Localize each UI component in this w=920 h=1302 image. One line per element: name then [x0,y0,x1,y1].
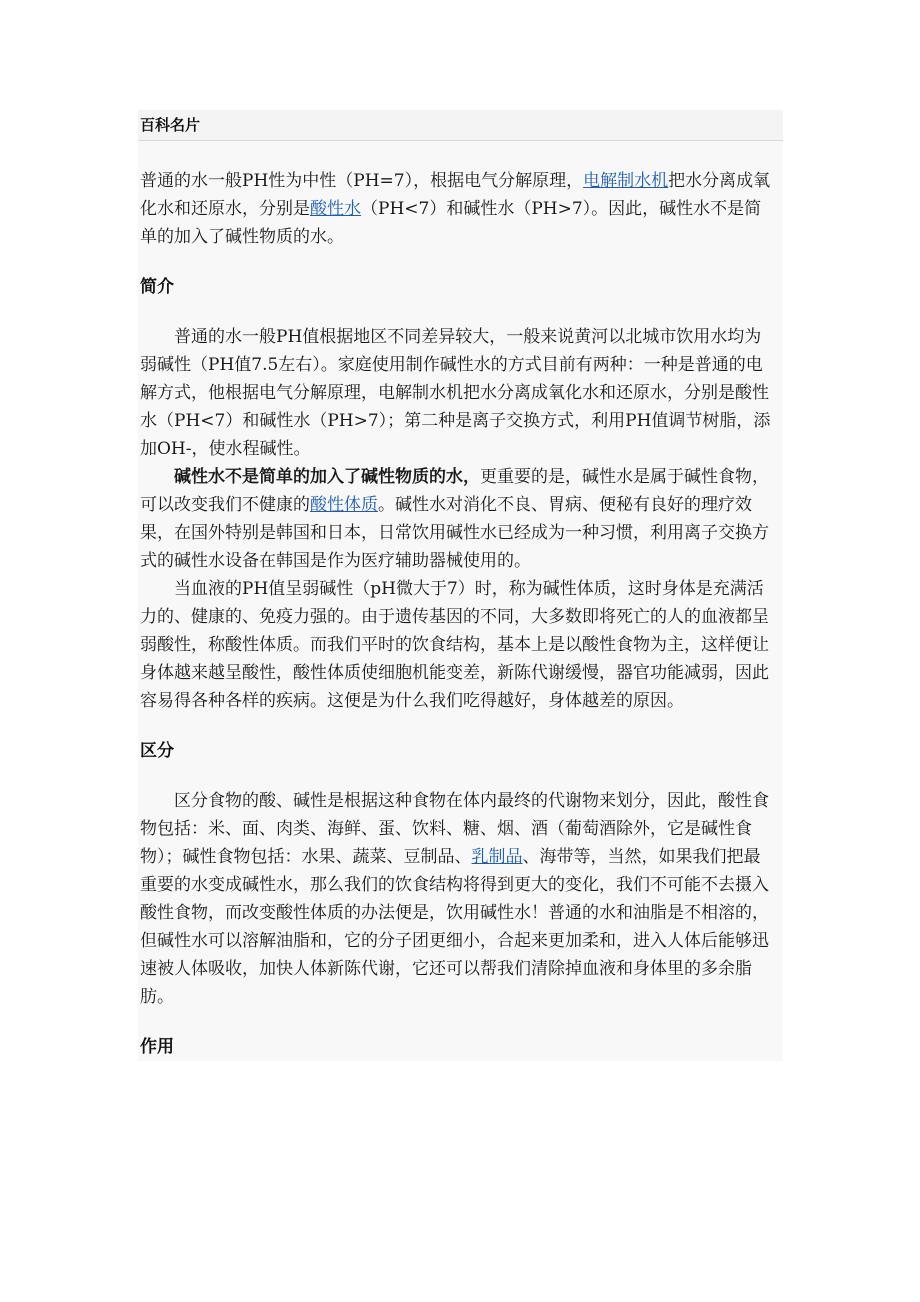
article-card [138,110,783,1061]
paragraph-2-bold: 碱性水不是简单的加入了碱性物质的水， [174,467,480,487]
paragraph-2-text-1: 更重要的是，碱性水是属于碱性食物，可以改变我们不健康的 [140,467,769,515]
paragraph-4 [140,787,777,1011]
paragraph-3: 当血液的PH值呈弱碱性（pH微大于7）时，称为碱性体质，这时身体是充满活力的、健康的、免疫力强的。由于遗传基因的不同，大多数即将死亡的人的血液都呈弱酸性，称酸性体质。而我们平时的饮食结构，基本上是以酸性食物为主，这样便让身体越来越呈酸性，酸性体质使细胞机能变差，新陈代谢缓慢，器官功能减弱，因此容易得各种各样的疾病。这便是为什么我们吃得越好，身体越差的原因。 [140,579,769,711]
intro-text-1: 普通的水一般PH性为中性（PH=7），根据电气分解原理， [140,171,584,191]
intro-text-2: 把水分离成氧化水和还原水，分别是 [140,171,771,219]
section-title-function: 作用 [140,1037,174,1057]
section-title-difference: 区分 [140,741,174,761]
section-intro-body [138,323,783,715]
paragraph-2 [140,463,777,575]
intro-paragraph [138,167,783,251]
section-difference-body [138,787,783,1011]
paragraph-2-text-2: 。碱性水对消化不良、胃病、便秘有良好的理疗效果，在国外特别是韩国和日本，日常饮用碱性水已经成为一种习惯，利用离子交换方式的碱性水设备在韩国是作为医疗辅助器械使用的。 [140,495,769,571]
link-acidic-constitution[interactable]: 酸性体质 [310,495,378,515]
paragraph-1: 普通的水一般PH值根据地区不同差异较大，一般来说黄河以北城市饮用水均为弱碱性（PH值7.5左右）。家庭使用制作碱性水的方式目前有两种：一种是普通的电解方式，他根据电气分解原理，电解制水机把水分离成氧化水和还原水，分别是酸性水（PH<7）和碱性水（PH>7）；第二种是离子交换方式，利用PH值调节树脂，添加OH-，使水程碱性。 [140,327,771,459]
card-title: 百科名片 [140,116,201,134]
paragraph-4-text-2: 、海带等，当然，如果我们把最重要的水变成碱性水，那么我们的饮食结构将得到更大的变化，我们不可能不去摄入酸性食物，而改变酸性体质的办法便是，饮用碱性水！普通的水和油脂是不相溶的，但碱性水可以溶解油脂和，它的分子团更细小，合起来更加柔和，进入人体后能够迅速被人体吸收，加快人体新陈代谢，它还可以帮我们清除掉血液和身体里的多余脂肪。 [140,847,769,1007]
section-title-intro: 简介 [140,277,174,297]
paragraph-4-text-1: 区分食物的酸、碱性是根据这种食物在体内最终的代谢物来划分，因此，酸性食物包括：米、面、肉类、海鲜、蛋、饮料、糖、烟、酒（葡萄酒除外，它是碱性食物）；碱性食物包括：水果、蔬菜、豆制品、 [140,791,769,867]
link-dairy-products[interactable]: 乳制品 [471,847,523,867]
link-acidic-water[interactable]: 酸性水 [310,199,361,219]
card-header [138,110,783,141]
intro-text-3: （PH<7）和碱性水（PH>7）。因此，碱性水不是简单的加入了碱性物质的水。 [140,199,762,247]
link-electrolysis-machine[interactable]: 电解制水机 [583,171,669,191]
